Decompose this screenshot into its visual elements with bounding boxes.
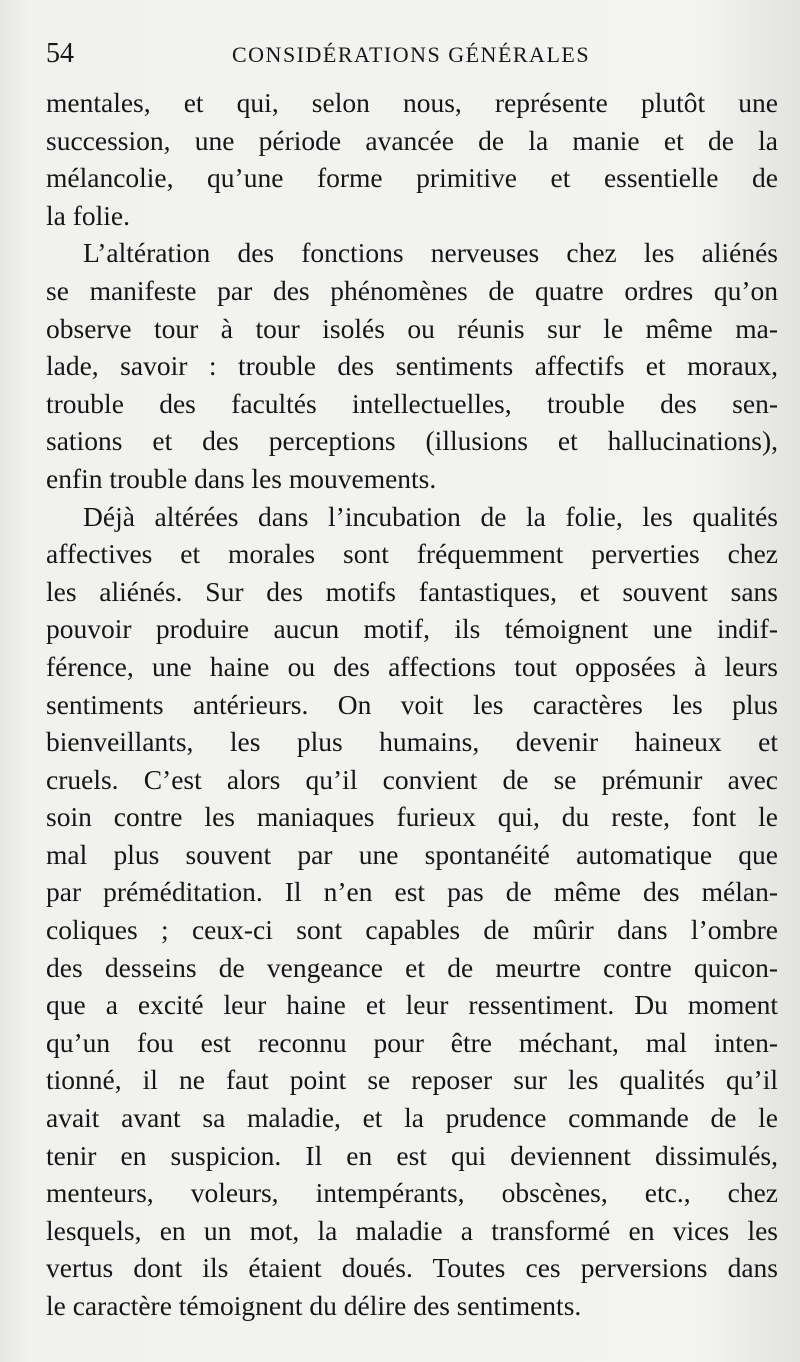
text-line: vertus dont ils étaient doués. Toutes ces perversions dans bbox=[46, 1252, 778, 1284]
text-line: le caractère témoignent du délire des sentiments. bbox=[46, 1290, 582, 1321]
text-line: avait avant sa maladie, et la prudence commande de le bbox=[46, 1102, 778, 1134]
text-line: mal plus souvent par une spontanéité automatique que bbox=[46, 838, 778, 870]
text-line: succession, une période avancée de la manie et de la bbox=[46, 124, 778, 156]
text-line: qu’un fou est reconnu pour être méchant, mal inten- bbox=[46, 1026, 778, 1058]
text-line: L’altération des fonctions nerveuses chez les aliénés bbox=[83, 237, 778, 269]
text-line: lesquels, en un mot, la maladie a transformé en vices les bbox=[46, 1214, 778, 1246]
text-line: sations et des perceptions (illusions et hallucinations), bbox=[46, 425, 778, 457]
text-line: tionné, il ne faut point se reposer sur les qualités qu’il bbox=[46, 1064, 778, 1096]
text-line: trouble des facultés intellectuelles, trouble des sen- bbox=[46, 387, 778, 419]
text-line: cruels. C’est alors qu’il convient de se prémunir avec bbox=[46, 763, 778, 795]
text-line: menteurs, voleurs, intempérants, obscènes, etc., chez bbox=[46, 1177, 778, 1209]
text-line: pouvoir produire aucun motif, ils témoignent une indif- bbox=[46, 613, 778, 645]
text-line: coliques ; ceux-ci sont capables de mûrir dans l’ombre bbox=[46, 914, 778, 946]
text-line: se manifeste par des phénomènes de quatre ordres qu’on bbox=[46, 274, 778, 306]
running-title: CONSIDÉRATIONS GÉNÉRALES bbox=[232, 42, 591, 67]
text-line: les aliénés. Sur des motifs fantastiques, et souvent sans bbox=[46, 575, 778, 607]
page-header bbox=[46, 38, 606, 74]
text-line: tenir en suspicion. Il en est qui deviennent dissimulés, bbox=[46, 1139, 778, 1171]
text-line: observe tour à tour isolés ou réunis sur le même ma- bbox=[46, 312, 778, 344]
text-line: soin contre les maniaques furieux qui, du reste, font le bbox=[46, 801, 778, 833]
text-line: affectives et morales sont fréquemment perverties chez bbox=[46, 538, 778, 570]
text-line: mentales, et qui, selon nous, représente plutôt une bbox=[46, 87, 778, 118]
text-line: des desseins de vengeance et de meurtre contre quicon- bbox=[46, 951, 778, 983]
text-line: que a excité leur haine et leur ressentiment. Du moment bbox=[46, 989, 778, 1021]
page-number: 54 bbox=[46, 38, 74, 69]
text-line: bienveillants, les plus humains, devenir haineux et bbox=[46, 726, 778, 758]
text-line: la folie. bbox=[46, 199, 130, 231]
text-line: férence, une haine ou des affections tout opposées à leurs bbox=[46, 650, 778, 682]
text-line: lade, savoir : trouble des sentiments affectifs et moraux, bbox=[46, 350, 778, 382]
body-text bbox=[46, 84, 778, 1325]
text-line: mélancolie, qu’une forme primitive et essentielle de bbox=[46, 162, 778, 194]
text-line: par préméditation. Il n’en est pas de même des mélan- bbox=[46, 876, 778, 908]
text-line: enfin trouble dans les mouvements. bbox=[46, 462, 437, 494]
text-line: Déjà altérées dans l’incubation de la folie, les qualités bbox=[83, 500, 778, 532]
text-line: sentiments antérieurs. On voit les caractères les plus bbox=[46, 688, 778, 720]
